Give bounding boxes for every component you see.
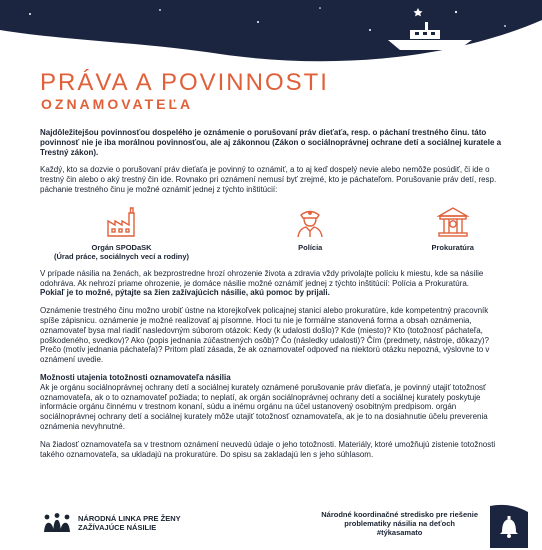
violence-paragraph: V prípade násilia na ženách, ak bezprostredne hrozí ohrozenie života a zdravia vždy privolajte políciu k miestu, kde sa násilie odohráva. Ak nehrozí priame ohrozenie, je domáce násilie možné oznámiť jednej z týchto inštitúcií: Polícia a Prokuratúra.: [40, 268, 484, 288]
intro-paragraph: Každý, kto sa dozvie o porušovaní práv dieťaťa je povinný to oznámiť, a to aj keď dospelý nevie alebo nemôže posúdiť, či ide o trestný čin alebo o aký trestný čin ide. Rovnako pri oznámení nemusí byť zrejmé, kto je páchateľom. Porušovanie práv detí, resp. páchanie trestného činu je možné oznámiť jednej z týchto inštitúcií:: [40, 165, 497, 194]
helpline-logo-icon: [42, 512, 72, 534]
footer-coordination-center: [321, 510, 478, 537]
confidentiality-paragraph: Ak je orgánu sociálnoprávnej ochrany detí a sociálnej kurately oznámené porušovanie práv dieťaťa, je povinný utajiť totožnosť oznamovateľa, ak o to oznamovateľ požiada; to neplatí, ak orgán sociálnoprávnej ochrany detí a sociálnej kurately poskytuje informácie orgánu činnému v trestnom konaní, súdu a inému orgánu na účel ustanovený osobitným predpisom. orgán sociálnoprávnej ochrany detí a sociálnej kurately môže utajiť totožnosť oznamovateľa, ak je to na dosiahnutie účelu preverenia oznámenia nevyhnutné.: [40, 382, 488, 431]
violence-bold-line: Pokiaľ je to možné, pýtajte sa žien zažívajúcich násilie, akú pomoc by prijali.: [40, 288, 330, 298]
page-title: PRÁVA A POVINNOSTI: [40, 69, 329, 96]
police-officer-icon: [293, 205, 327, 239]
reporting-paragraph: Oznámenie trestného činu možno urobiť ústne na ktorejkoľvek policajnej stanici alebo prokuratúre, kde kompetentný pracovník spíše zápisnicu. oznámenie je možné realizovať aj písomne. Hoci tu nie je formálne stanovená forma a obsah oznámenia, oznamovateľ bysa mal riadiť nasledovným súborom otázok: Kedy (k udalosti došlo)? Kde (miesto)? Kto (totožnosť páchateľa, poškodeného, svedkov)? Ako (popis jednania zúčastnených osôb)? Čo (následky udalosti)? Čím (predmety, nástroje, dôkazy)? Prečo (motív jednania páchateľa)? Pritom platí zásada, že ak oznamovateľ odpoveď na niektorú otázku nepozná, výslovne to v oznámení uvedie.: [40, 306, 490, 365]
institution-spodask: [54, 205, 189, 261]
footer-coordination-line2: problematiky násilia na deťoch: [344, 519, 455, 528]
footer-hashtag: #týkasamato: [376, 528, 423, 537]
main-content: [40, 128, 504, 459]
footer-helpline: [42, 512, 181, 534]
closing-paragraph: Na žiadosť oznamovateľa sa v trestnom oznámení neuvedú údaje o jeho totožnosti. Materiály, ktoré umožňujú zistenie totožnosti takého oznamovateľa, sa ukladajú na prokuratúre. Do spisu sa zakladajú len s jeho súhlasom.: [40, 439, 496, 459]
institution-label: Orgán SPODaSK: [91, 242, 152, 252]
footer-helpline-line1: NÁRODNÁ LINKA PRE ŽENY: [78, 514, 181, 523]
courthouse-icon: [436, 205, 470, 239]
institution-prosecution: [431, 205, 474, 261]
institutions-row: [40, 205, 504, 261]
footer-helpline-line2: ZAŽÍVAJÚCE NÁSILIE: [78, 523, 157, 532]
page-subtitle: OZNAMOVATEĽA: [41, 96, 194, 112]
factory-building-icon: [105, 205, 139, 239]
footer-coordination-line1: Národné koordinačné stredisko pre riešenie: [321, 510, 478, 519]
bell-icon: [484, 502, 532, 548]
institution-label: Polícia: [298, 242, 323, 252]
header-night-sky: [0, 0, 542, 66]
institution-police: [293, 205, 327, 261]
institution-sublabel: (Úrad práce, sociálnych vecí a rodiny): [54, 251, 190, 261]
confidentiality-heading: Možnosti utajenia totožnosti oznamovateľa násilia: [40, 372, 231, 382]
institution-label: Prokuratúra: [431, 242, 474, 252]
footer: [0, 500, 542, 550]
intro-bold-paragraph: Najdôležitejšou povinnosťou dospelého je oznámenie o porušovaní práv dieťaťa, resp. o páchaní trestného činu. táto povinnosť nie je iba morálnou povinnosťou, ale aj zákonnou (Zákon o sociálnoprávnej ochrane detí a sociálnej kuratele a Trestný zákon).: [40, 128, 502, 157]
